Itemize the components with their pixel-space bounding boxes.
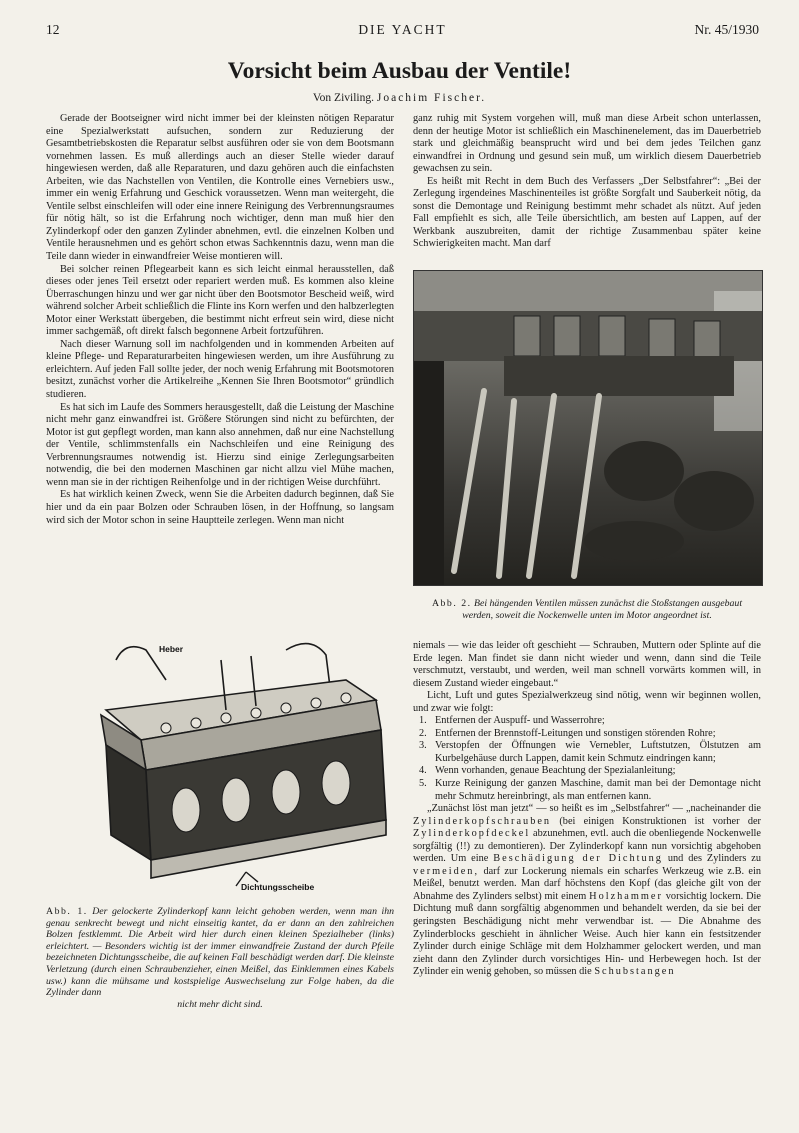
paragraph: Es heißt mit Recht in dem Buch des Verfassers „Der Selbstfahrer“: „Bei der Zerlegung irgendeines Maschinenteiles ist größte Sorgfalt und Sauberkeit nötig, da sonst die Demontage und Reinigung bestimmt mehr schadet als nützt. Auf jeden Fall empfiehlt es sich, alle Teile übersichtlich, am besten auf Lappen, auf der Werkbank auszubreiten, damit der richtige Zusammenbau später keine Schwierigkeiten macht. Man darf [413, 175, 761, 250]
heber-label: Heber [159, 644, 184, 654]
article-title: Vorsicht beim Ausbau der Ventile! [227, 58, 572, 84]
paragraph: „Zunächst löst man jetzt“ — so heißt es im „Selbstfahrer“ — „nacheinander die Zylinderkopfschrauben (bei einigen Konstruktionen ist vorher der Zylinderkopfdeckel abzunehmen, evtl. auch die obenliegende Nockenwelle sorgfältig (!!) zu demontieren). Der Zylinderkopf kann nun vorsichtig abgehoben werden. Um eine Beschädigung der Dichtung und des Zylinders zu vermeiden, darf zur Lockerung niemals ein scharfes Werkzeug wie z.B. ein Meißel, benutzt werden. Man darf höchstens den Kopf (das gleiche gilt von der Abnahme des Zylinders selbst) mit einem Holzhammer vorsichtig lockern. Die Dichtung muß dann sorgfältig abgenommen und behandelt werden, da sie bei der geringsten Beschädigung nicht mehr verwendbar ist. — Die Abnahme des Zylinderblocks geschieht in ähnlicher Weise. Auch hier kann ein festsitzender Zylinder durch einige Schläge mit dem Holzhammer gelockert werden, und man zieht dann den Zylinder durch vorsichtiges Hin- und Herbewegen hoch. Ist der Zylinder ein wenig gehoben, so müssen die Schubstangen [413, 803, 762, 978]
list-item: 1. Entfernen der Auspuff- und Wasserrohre; [419, 715, 605, 727]
list-item: 5. Kurze Reinigung der ganzen Maschine, damit man bei der Demontage nicht mehr Schmutz hereinbringt, als man entfernen kann. [419, 778, 761, 802]
paragraph: Es hat sich im Laufe des Sommers herausgestellt, daß die Leistung der Maschine nicht mehr ganz einwandfrei ist. Größere Störungen sind nicht zu befürchten, der Motor ist gut gepflegt worden, man kann also annehmen, daß nur eine Nachstellung der Ventile, schlimmstenfalls ein Nachschleifen und eine Reinigung des Verbrennungsraumes notwendig ist. Hierzu sind einige Zerlegungsarbeiten notwendig, die bei den modernen Maschinen gar nicht allzu viel Mühe machen, wenn man sie in der richtigen Reihenfolge und in der richtigen Weise durchführt. [46, 401, 394, 488]
figure-1-caption [46, 906, 394, 1010]
paragraph: Licht, Luft und gutes Spezialwerkzeug sind nötig, wenn wir beginnen wollen, und zwar wie folgt: [413, 690, 761, 714]
list-item: 3. Verstopfen der Öffnungen wie Vernebler, Luftstutzen, Ölstutzen am Kurbelgehäuse durch Lappen, damit kein Schmutz eindringen kann; [419, 740, 761, 764]
figure-1-label: Abb. 1. [46, 906, 88, 917]
figure-2-text: Bei hängenden Ventilen müssen zunächst die Stoßstangen ausgebaut werden, soweit die Nockenwelle unten im Motor angeordnet ist. [462, 598, 743, 621]
column-left [46, 113, 394, 527]
author-name: Joachim Fischer. [376, 92, 487, 104]
paragraph: Nach dieser Warnung soll im nachfolgenden und in kommenden Arbeiten auf kleine Pflege- und Reparaturarbeiten hingewiesen werden, um ihre Ausführung zu erleichtern. Auf jeden Fall sollte jeder, der noch wenig Erfahrung mit Bootsmotoren besitzt, zunächst vorher die Artikelreihe „Kennen Sie Ihren Bootsmotor“ gründlich studieren. [46, 338, 394, 401]
engine-drawing [46, 620, 394, 902]
column-right-top [413, 113, 761, 251]
page-header [46, 22, 759, 42]
figure-1-text-last: nicht mehr dicht sind. [177, 998, 263, 1010]
paragraph: ganz ruhig mit System vorgehen will, muß man diese Arbeit schon unterlassen, denn der heutige Motor ist schließlich ein Maschinenelement, das im Dauerbetrieb stark und gleichmäßig beansprucht wird und bei dem jedes Teilchen ganz einwandfrei in Ordnung und gesund sein muß, um wirklich diesem Dauerbetrieb gewachsen zu sein. [413, 113, 761, 175]
figure-1-text: Der gelockerte Zylinderkopf kann leicht gehoben werden, wenn man ihn genau senkrecht bewegt und nicht einseitig kantet, da er dann an den zahlreichen Bolzen festklemmt. Die Arbeit wird hier durch einen kleinen Spezialheber (links) erleichtert. — Besonders wichtig ist der immer einwandfreie Zustand der durch Pfeile bezeichneten Dichtungsscheibe, die auf keinen Fall beschädigt werden darf. Die kleinste Verletzung (durch einen Schraubenzieher, einen Meißel, das Einklemmen eines Kabels usw.) kann die mühsame und kostspielige Auswechselung zur Folge haben, da die Zylinder dann [46, 906, 395, 999]
magazine-name: DIE YACHT [358, 22, 447, 37]
page-number: 12 [46, 22, 60, 37]
paragraph: Gerade der Bootseigner wird nicht immer bei der kleinsten nötigen Reparatur eine Spezialwerkstatt aufsuchen, sondern zur Reduzierung der Gesamtbetriebskosten die Reparatur selbst ausführen oder sie von dem Bootsmann vornehmen lassen. Es muß allerdings auch an dieser Stelle wieder darauf hingewiesen werden, daß alle Reparaturen, und dazu gehören auch die einfachsten Arbeiten, wie das Nachstellen von Ventilen, die Kontrolle eines Vernebiers usw., immer ein wenig Erfahrung und Geschick voraussetzen. Wenn man weitergeht, die Ventile selbst einschleifen will oder eine innere Reinigung des Verbrennungsraumes für nötig hält, so ist die Erfahrung noch wichtiger, denn man muß hier den Zylinderkopf oder den ganzen Zylinder abnehmen, evtl. die einzelnen Kolben und Ventile herausnehmen und es gehört schon etwas Sachkenntnis dazu, wenn man die Teile dann wieder in einwandfreier Weise montieren will. [46, 113, 394, 263]
issue-number: Nr. 45/1930 [694, 22, 759, 37]
valves-photo-illustration [414, 271, 762, 585]
figure-2-label: Abb. 2. [431, 598, 472, 609]
list-item: 2. Entfernen der Brennstoff-Leitungen und sonstigen störenden Rohre; [419, 727, 716, 739]
steps-list [413, 715, 761, 803]
figure-2-caption [420, 598, 754, 621]
author-prefix: Von Ziviling. [312, 92, 374, 104]
paragraph: niemals — wie das leider oft geschieht — Schrauben, Muttern oder Splinte auf die Erde legen. Man findet sie dann nicht wieder und wenn, dann sind die Teile verschmutzt, verstaubt, und werden, weil man schnell vorwärts kommen will, in diesem Zustand wieder eingebaut.“ [413, 640, 761, 689]
list-item: 4. Wenn vorhanden, genaue Beachtung der Spezialanleitung; [419, 765, 676, 777]
paragraph: Bei solcher reinen Pflegearbeit kann es sich leicht einmal herausstellen, daß dieses oder jenes Teil ersetzt oder repariert werden muß. Es kommen also kleine Überraschungen hinzu und wer gar nicht über den Bootsmotor Bescheid weiß, wird während solcher Arbeit schließlich die Flinte ins Korn werfen und den halbzerlegten Motor einer Werkstatt übergeben, die bestimmt nicht erfreut sein wird, diese nicht immer sachgemäß, oft direkt falsch begonnene Arbeit fortzuführen. [46, 263, 394, 338]
author-line [40, 92, 759, 104]
column-right-bottom [413, 640, 761, 979]
paragraph: Es hat wirklich keinen Zweck, wenn Sie die Arbeiten dadurch beginnen, daß Sie hier und da ein paar Bolzen oder Schrauben lösen, in der Hoffnung, so langsam wird sich der Motor schon in seine Hauptteile zerlegen. Wenn man nicht [46, 489, 394, 526]
dichtungsscheibe-label: Dichtungsscheibe [241, 882, 315, 892]
engine-head-illustration [46, 620, 394, 902]
engine-valves-photo [413, 270, 763, 586]
